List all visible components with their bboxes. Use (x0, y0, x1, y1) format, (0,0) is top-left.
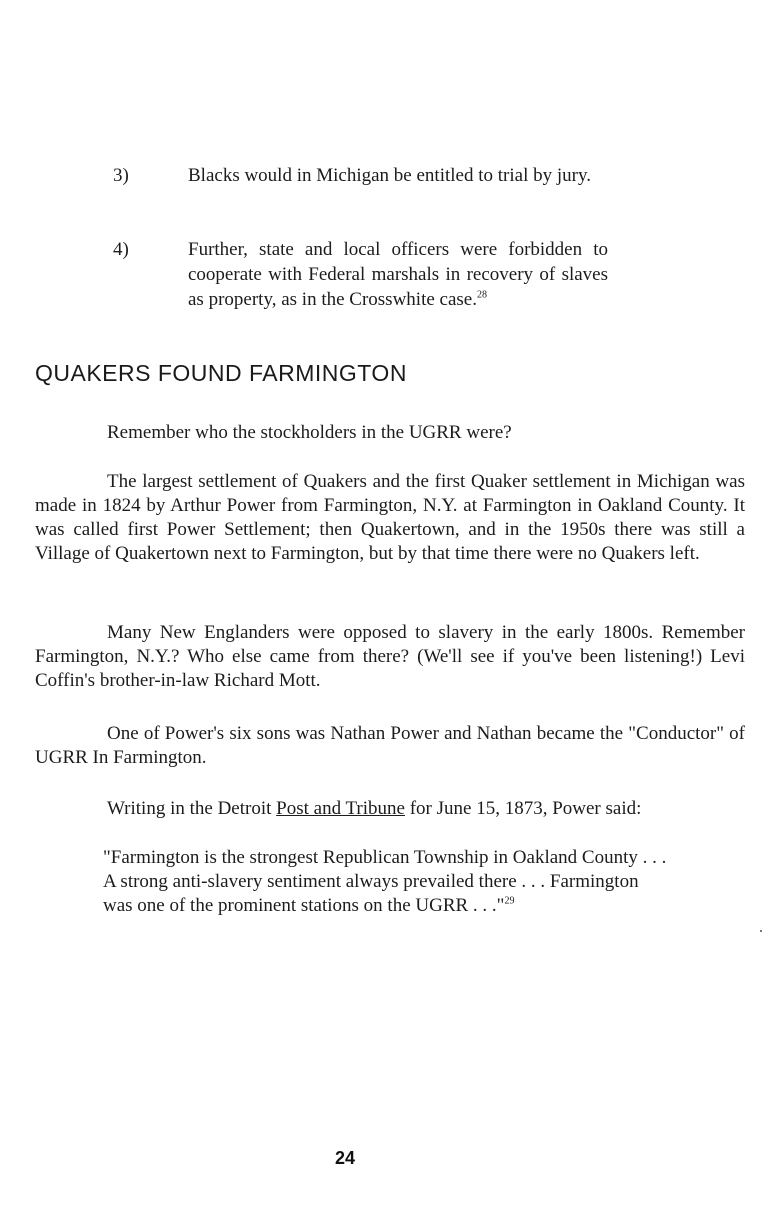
list-item-number: 3) (113, 165, 129, 186)
footnote-marker: 28 (476, 289, 487, 301)
footnote-marker: 29 (504, 895, 515, 907)
newspaper-title: Post and Tribune (276, 798, 405, 819)
list-item-text-body: Further, state and local officers were forbidden to cooperate with Federal marshals in recovery of slaves as property, as in the Crosswhite case. (188, 239, 608, 310)
scan-speck (760, 930, 762, 932)
page-number: 24 (334, 1148, 356, 1168)
section-heading: QUAKERS FOUND FARMINGTON (35, 360, 407, 386)
list-item-text: Blacks would in Michigan be entitled to trial by jury. (188, 165, 591, 186)
paragraph-quaker-settlement: The largest settlement of Quakers and the first Quaker settlement in Michigan was made in 1824 by Arthur Power from Farmington, N.Y. at Farmington in Oakland County. It was called first Power Settlement; then Quakertown, and in the 1950s there was still a Village of Quakertown next to Farmington, but by that time there were no Quakers left. (35, 471, 745, 564)
list-item-text (188, 237, 608, 312)
block-quote (103, 846, 668, 918)
paragraph-text-before: Writing in the Detroit (107, 798, 277, 819)
list-item-number: 4) (113, 239, 129, 260)
paragraph-nathan-power: One of Power's six sons was Nathan Power and Nathan became the "Conductor" of UGRR In Farmington. (35, 723, 745, 768)
quote-text: "Farmington is the strongest Republican Township in Oakland County . . . A strong anti-slavery sentiment always prevailed there . . . Farmington was one of the prominent stations on the UGRR . . ." (103, 847, 667, 916)
paragraph-detroit-post (107, 797, 641, 821)
paragraph-new-englanders: Many New Englanders were opposed to slavery in the early 1800s. Remember Farmington, N.Y.? Who else came from there? (We'll see if you've been listening!) Levi Coffin's brother-in-law Richard Mott. (35, 622, 745, 691)
paragraph-text-after: for June 15, 1873, Power said: (404, 798, 642, 819)
paragraph-stockholders-question: Remember who the stockholders in the UGRR were? (107, 422, 512, 443)
